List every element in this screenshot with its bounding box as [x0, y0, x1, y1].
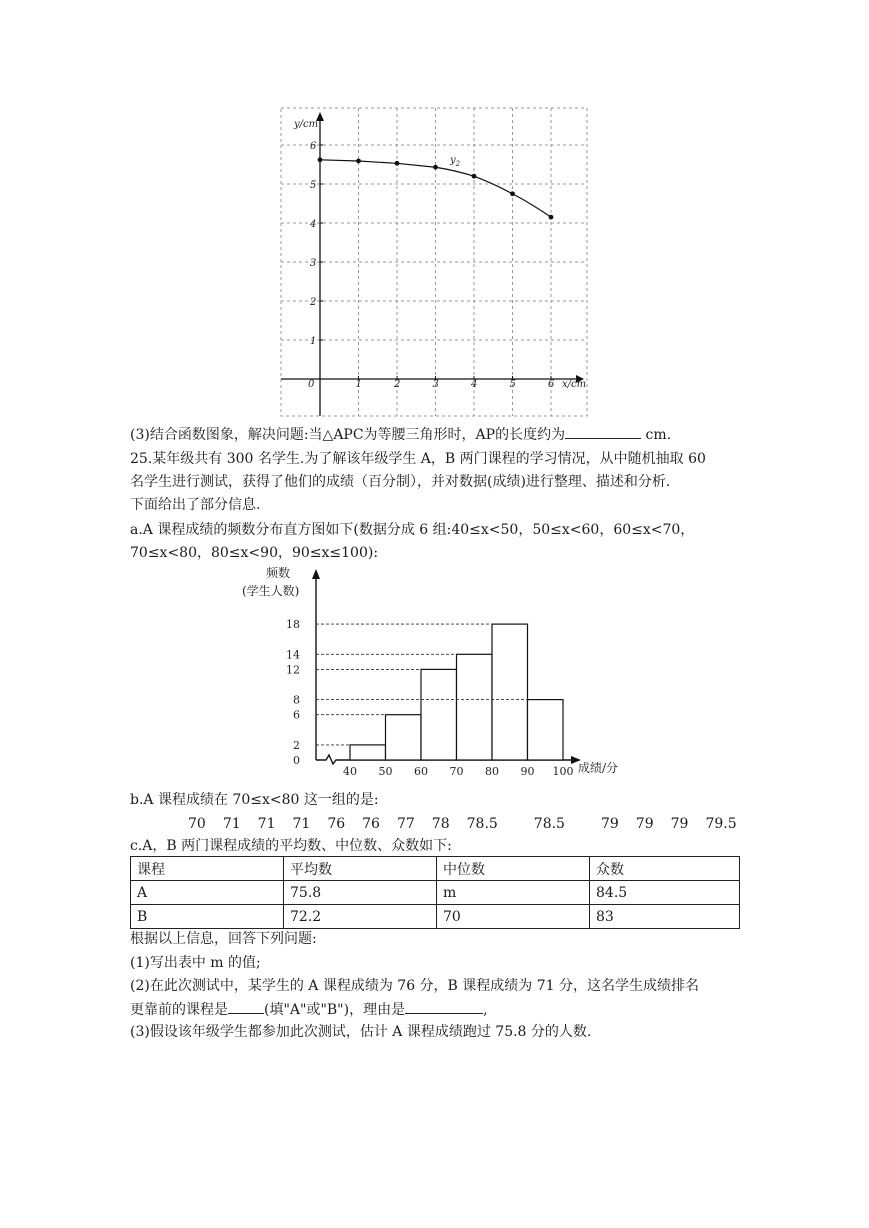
- score-value: 71: [292, 816, 311, 832]
- x-tick-label: 100: [552, 765, 574, 778]
- score-value: 71: [222, 816, 241, 832]
- histogram-bar: [421, 669, 457, 760]
- question-2-line-1: (2)在此次测试中，某学生的 A 课程成绩为 76 分，B 课程成绩为 71 分，这名学生成绩排名: [130, 978, 700, 994]
- y-axis-label-line-2: (学生人数): [242, 584, 300, 598]
- y-axis-arrow-icon: [312, 569, 320, 579]
- y-tick-label: 8: [293, 693, 300, 707]
- question-3-text: (3)结合函数图象，解决问题:当△APC为等腰三角形时，AP的长度约为: [130, 427, 566, 443]
- x-tick-label: 70: [449, 765, 464, 778]
- data-point: [510, 191, 515, 196]
- score-value: 79.5: [705, 816, 737, 832]
- table-header-cell: 平均数: [284, 857, 437, 881]
- question-2-text-c: ,: [483, 1002, 488, 1018]
- data-point: [472, 174, 477, 179]
- x-tick-label: 50: [378, 765, 393, 778]
- y-tick-label: 1: [310, 336, 317, 347]
- question-1: (1)写出表中 m 的值;: [130, 955, 261, 971]
- data-point: [433, 165, 438, 170]
- score-value: 77: [396, 816, 415, 832]
- score-value: 79: [635, 816, 654, 832]
- y-tick-label: 2: [293, 738, 300, 752]
- y-axis-label: y/cm: [294, 119, 319, 130]
- x-tick-label: 40: [343, 765, 357, 778]
- table-header-cell: 课程: [131, 857, 284, 881]
- x-tick-label: 6: [548, 379, 555, 390]
- y-tick-label: 6: [293, 708, 300, 722]
- question-3-unit: cm.: [645, 427, 672, 443]
- table-cell: m: [437, 881, 590, 905]
- y-tick-label: 2: [310, 297, 317, 308]
- histogram-bar: [492, 624, 528, 760]
- problem-25-intro-1: 25.某年级共有 300 名学生.为了解该年级学生 A，B 两门课程的学习情况，从中随机抽取 60: [130, 451, 706, 467]
- item-c-line: c.A，B 两门课程成绩的平均数、中位数、众数如下:: [130, 838, 452, 854]
- table-cell: 75.8: [284, 881, 437, 905]
- y-tick-label: 12: [286, 663, 300, 677]
- y-axis-label-line-1: 频数: [266, 566, 291, 580]
- table-cell: A: [131, 881, 284, 905]
- item-b-values: [188, 814, 737, 834]
- table-cell: 83: [590, 905, 740, 929]
- answer-blank: [405, 999, 483, 1014]
- y-tick-label: 4: [310, 219, 317, 230]
- item-a-line-1: a.A 课程成绩的频数分布直方图如下(数据分成 6 组:40≤x<50，50≤x<60，60≤x<70，: [130, 522, 695, 538]
- answer-blank: [565, 424, 641, 439]
- histogram-bar: [350, 745, 386, 760]
- x-tick-label: 3: [432, 379, 439, 390]
- score-value: 70: [188, 816, 206, 832]
- score-value: 71: [257, 816, 276, 832]
- x-tick-label: 4: [471, 379, 478, 390]
- y-tick-label: 6: [310, 141, 317, 152]
- score-value: 76: [362, 816, 380, 832]
- score-value: 79: [670, 816, 689, 832]
- x-tick-label: 5: [509, 379, 516, 390]
- item-a-line-2: 70≤x<80，80≤x<90，90≤x≤100):: [130, 545, 379, 561]
- question-3-line: [130, 424, 671, 445]
- question-3: (3)假设该年级学生都参加此次测试，估计 A 课程成绩跑过 75.8 分的人数.: [130, 1024, 592, 1040]
- item-b-line: b.A 课程成绩在 70≤x<80 这一组的是:: [130, 792, 379, 808]
- table-cell: 84.5: [590, 881, 740, 905]
- data-point: [395, 161, 400, 166]
- x-tick-label: 90: [520, 765, 535, 778]
- histogram-bar: [457, 654, 493, 760]
- x-tick-label: 60: [414, 765, 428, 778]
- question-2-text-b: (填"A"或"B")，理由是: [264, 1002, 406, 1018]
- y-tick-label: 5: [310, 180, 317, 191]
- grid-lines: [281, 107, 588, 417]
- problem-25-intro-2: 名学生进行测试，获得了他们的成绩（百分制），并对数据(成绩)进行整理、描述和分析.: [130, 474, 671, 490]
- table-cell: 70: [437, 905, 590, 929]
- table-header-cell: 中位数: [437, 857, 590, 881]
- answer-blank: [228, 999, 264, 1014]
- score-value: 78: [431, 816, 450, 832]
- series-label: $y_2$: [450, 155, 461, 168]
- table-cell: B: [131, 905, 284, 929]
- x-tick-label: 80: [485, 765, 499, 778]
- problem-25-intro-3: 下面给出了部分信息.: [130, 497, 261, 513]
- function-graph: [280, 107, 588, 417]
- histogram-bar: [528, 700, 564, 760]
- table-header-cell: 众数: [590, 857, 740, 881]
- x-axis-label: x/cm: [562, 379, 587, 390]
- x-axis-label: 成绩/分: [578, 761, 619, 775]
- data-point: [356, 159, 361, 164]
- table-row: [131, 905, 740, 929]
- y-tick-label: 0: [293, 754, 300, 767]
- y-tick-label: 18: [286, 618, 300, 632]
- score-value: 78.5: [533, 816, 565, 832]
- x-tick-label: 0: [308, 379, 315, 390]
- histogram-bar: [386, 715, 422, 760]
- y-tick-label: 3: [310, 258, 317, 269]
- score-value: 78.5: [466, 816, 498, 832]
- question-2-line-2: [130, 999, 488, 1020]
- answer-intro: 根据以上信息，回答下列问题:: [130, 931, 317, 947]
- question-2-text-a: 更靠前的课程是: [130, 1002, 228, 1018]
- score-value: 79: [600, 816, 619, 832]
- y-tick-label: 14: [286, 648, 300, 662]
- data-point: [318, 157, 323, 162]
- statistics-table: [130, 856, 740, 929]
- frequency-histogram: [238, 565, 628, 785]
- score-value: 76: [327, 816, 346, 832]
- x-tick-label: 1: [355, 379, 362, 390]
- table-row: [131, 881, 740, 905]
- table-cell: 72.2: [284, 905, 437, 929]
- data-point: [549, 215, 554, 220]
- x-tick-label: 2: [394, 379, 401, 390]
- table-header-row: [131, 857, 740, 881]
